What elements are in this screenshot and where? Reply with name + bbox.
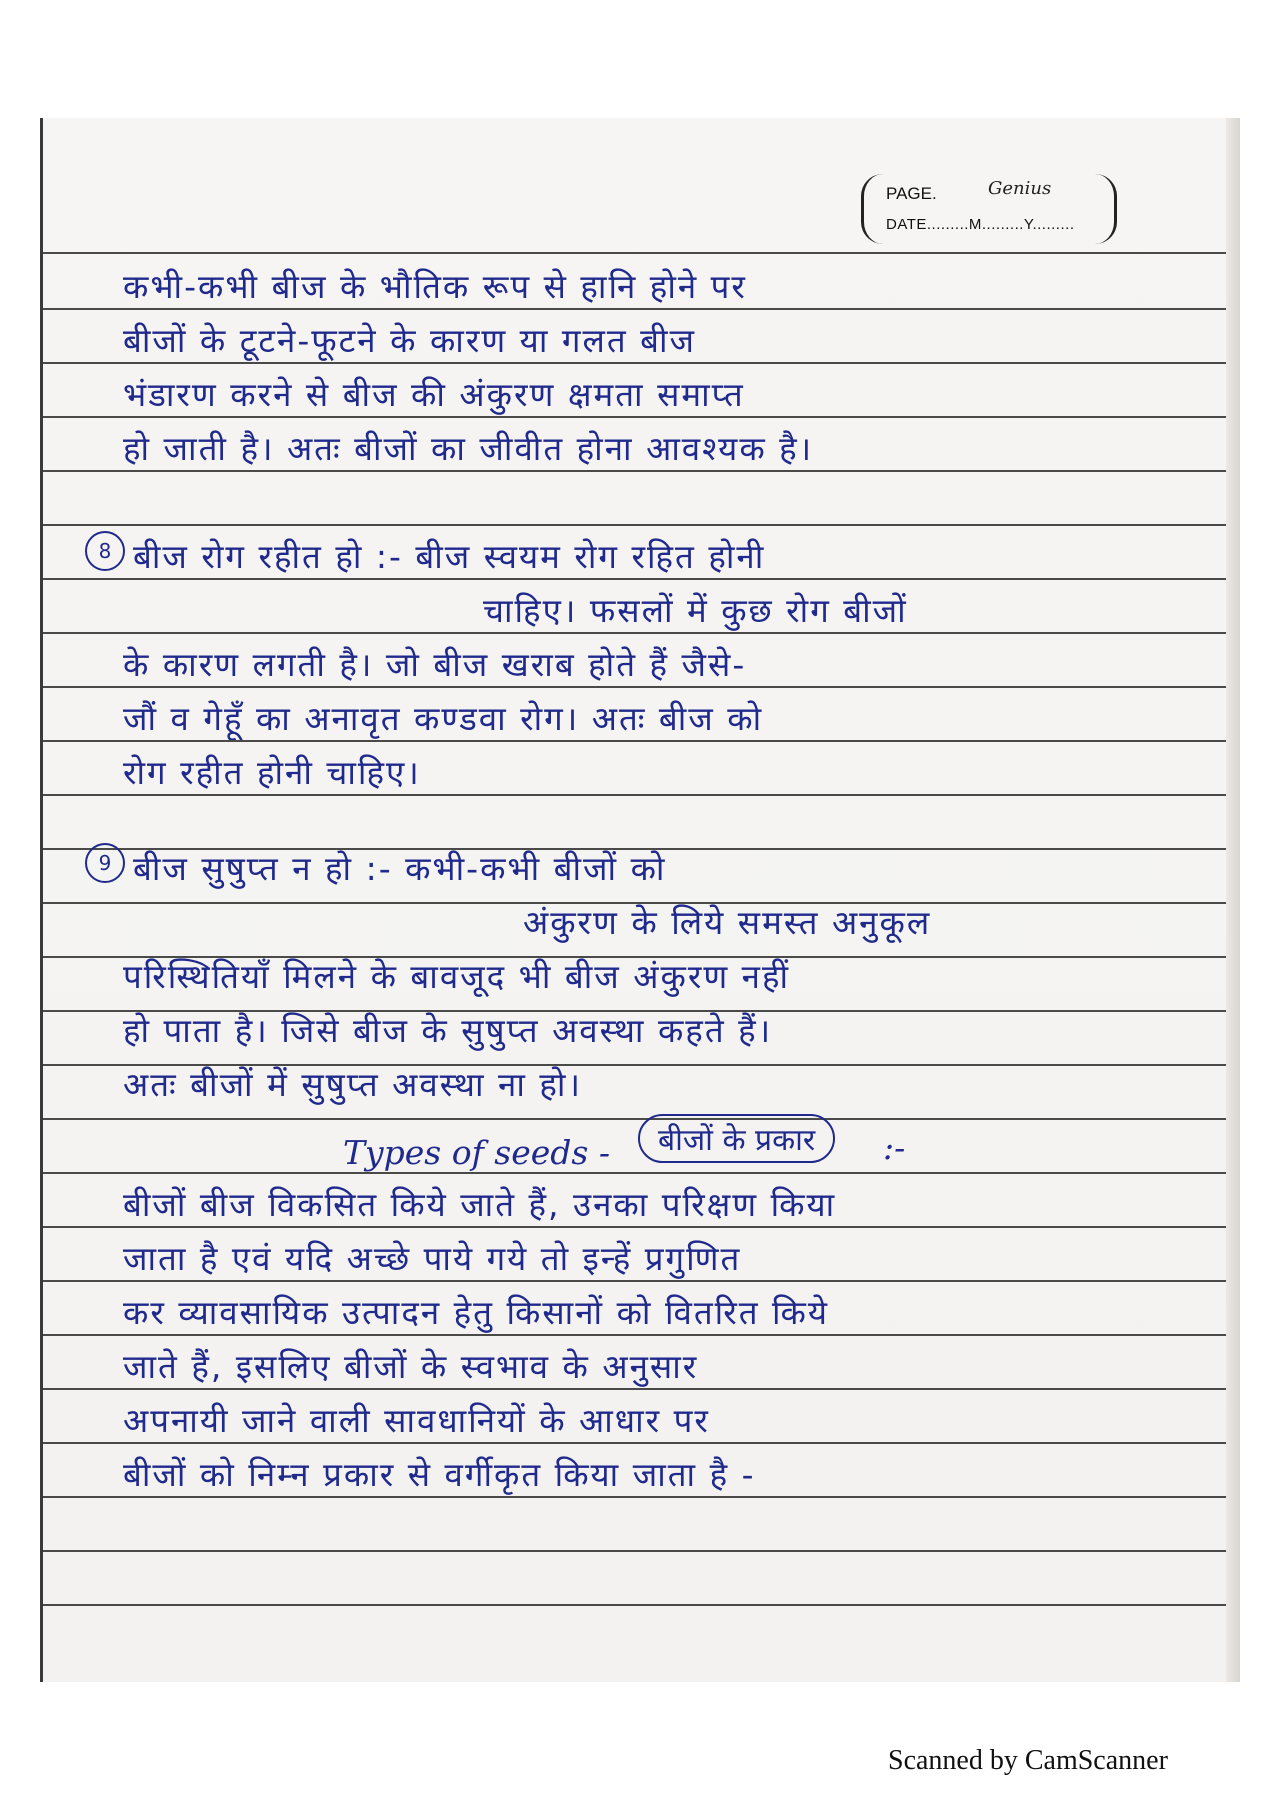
- text-line: कर व्यावसायिक उत्पादन हेतु किसानों को वितरित किये: [123, 1293, 830, 1332]
- ruled-line: [43, 1280, 1239, 1282]
- page-label: PAGE.: [886, 184, 937, 203]
- notebook-page: [40, 118, 1239, 1682]
- ruled-line: [43, 308, 1239, 310]
- ruled-line: [43, 1388, 1239, 1390]
- ruled-line: [43, 470, 1239, 472]
- ruled-line: [43, 1496, 1239, 1498]
- ruled-line: [43, 1550, 1239, 1552]
- text-line: जाता है एवं यदि अच्छे पाये गये तो इन्हें प्रगुणित: [123, 1239, 742, 1278]
- ruled-line: [43, 1604, 1239, 1606]
- ruled-line: [43, 1334, 1239, 1336]
- ruled-line: [43, 1442, 1239, 1444]
- text-line: जाते हैं, इसलिए बीजों के स्वभाव के अनुसार: [123, 1347, 699, 1386]
- page-date-stamp: [861, 174, 1117, 244]
- notebook-brand: Genius: [988, 178, 1052, 199]
- text-line: चाहिए। फसलों में कुछ रोग बीजों: [483, 591, 908, 630]
- ruled-line: [43, 1118, 1239, 1120]
- text-line: बीजों को निम्न प्रकार से वर्गीकृत किया जाता है -: [123, 1455, 756, 1494]
- section-heading-suffix: :-: [883, 1128, 906, 1167]
- scanner-watermark: Scanned by CamScanner: [888, 1745, 1168, 1776]
- page-edge: [1226, 118, 1240, 1682]
- text-line: हो पाता है। जिसे बीज के सुषुप्त अवस्था कहते हैं।: [123, 1011, 773, 1050]
- ruled-line: [43, 578, 1239, 580]
- text-line: जौं व गेहूँ का अनावृत कण्डवा रोग। अतः बीज को: [123, 699, 764, 738]
- ruled-line: [43, 252, 1239, 254]
- ruled-line: [43, 524, 1239, 526]
- ruled-line: [43, 416, 1239, 418]
- date-label: DATE.........M.........Y.........: [886, 216, 1075, 233]
- text-line: बीज सुषुप्त न हो :- कभी-कभी बीजों को: [133, 849, 667, 888]
- section-heading-hindi: बीजों के प्रकार: [638, 1114, 835, 1163]
- ruled-line: [43, 740, 1239, 742]
- text-line: रोग रहीत होनी चाहिए।: [123, 753, 421, 792]
- text-line: बीज रोग रहीत हो :- बीज स्वयम रोग रहित होनी: [133, 537, 766, 576]
- ruled-line: [43, 1226, 1239, 1228]
- text-line: हो जाती है। अतः बीजों का जीवीत होना आवश्यक है।: [123, 429, 814, 468]
- text-line: भंडारण करने से बीज की अंकुरण क्षमता समाप्त: [123, 375, 745, 414]
- text-line: के कारण लगती है। जो बीज खराब होते हैं जैसे-: [123, 645, 747, 684]
- point-number: 9: [85, 843, 125, 883]
- ruled-line: [43, 362, 1239, 364]
- ruled-line: [43, 686, 1239, 688]
- text-line: अतः बीजों में सुषुप्त अवस्था ना हो।: [123, 1065, 582, 1104]
- ruled-line: [43, 632, 1239, 634]
- ruled-line: [43, 1172, 1239, 1174]
- ruled-line: [43, 794, 1239, 796]
- text-line: कभी-कभी बीज के भौतिक रूप से हानि होने पर: [123, 267, 747, 306]
- text-line: बीजों बीज विकसित किये जाते हैं, उनका परिक्षण किया: [123, 1185, 837, 1224]
- text-line: अपनायी जाने वाली सावधानियों के आधार पर: [123, 1401, 710, 1440]
- text-line: परिस्थितियाँ मिलने के बावजूद भी बीज अंकुरण नहीं: [123, 957, 791, 996]
- text-line: बीजों के टूटने-फूटने के कारण या गलत बीज: [123, 321, 696, 360]
- point-number: 8: [85, 531, 125, 571]
- section-heading: Types of seeds -: [343, 1133, 610, 1172]
- text-line: अंकुरण के लिये समस्त अनुकूल: [523, 903, 932, 942]
